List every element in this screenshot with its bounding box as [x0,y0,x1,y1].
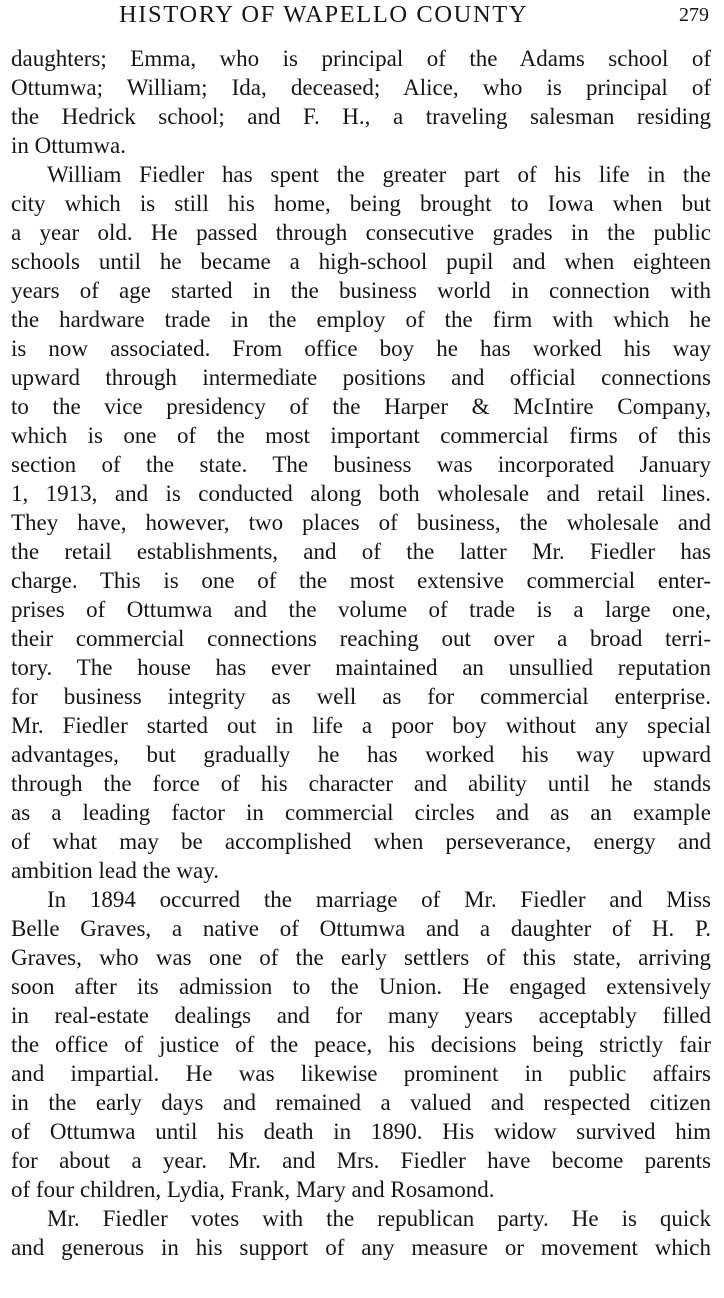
text-line: They have, however, two places of business, the wholesale and [11,510,711,535]
text-line: in the early days and remained a valued and respected citizen [11,1090,711,1115]
text-line: advantages, but gradually he has worked his way upward [11,742,711,767]
text-line: and impartial. He was likewise prominent in public affairs [11,1061,711,1086]
text-line: tory. The house has ever maintained an unsullied reputation [11,655,711,680]
text-line: section of the state. The business was incorporated January [11,452,711,477]
text-line: Ottumwa; William; Ida, deceased; Alice, who is principal of [11,75,711,100]
text-line: In 1894 occurred the marriage of Mr. Fiedler and Miss [47,887,711,912]
text-line: city which is still his home, being brought to Iowa when but [11,191,711,216]
text-line: the hardware trade in the employ of the firm with which he [11,307,711,332]
text-line: prises of Ottumwa and the volume of trade is a large one, [11,597,711,622]
text-line: as a leading factor in commercial circles and as an example [11,800,711,825]
text-line: which is one of the most important commercial firms of this [11,423,711,448]
text-line: a year old. He passed through consecutive grades in the public [11,220,711,245]
text-line: is now associated. From office boy he has worked his way [11,336,711,361]
text-line: the retail establishments, and of the latter Mr. Fiedler has [11,539,711,564]
text-line: William Fiedler has spent the greater part of his life in the [47,162,711,187]
text-line: Mr. Fiedler votes with the republican party. He is quick [47,1206,711,1231]
text-line: and generous in his support of any measure or movement which [11,1235,711,1260]
text-line: daughters; Emma, who is principal of the Adams school of [11,46,711,71]
text-line: the Hedrick school; and F. H., a traveling salesman residing [11,104,711,129]
text-line: of Ottumwa until his death in 1890. His widow survived him [11,1119,711,1144]
text-line: upward through intermediate positions and official connections [11,365,711,390]
text-line: in real-estate dealings and for many years acceptably filled [11,1003,711,1028]
text-line: of what may be accomplished when perseverance, energy and [11,829,711,854]
text-line: of four children, Lydia, Frank, Mary and Rosamond. [11,1177,495,1202]
text-line: through the force of his character and ability until he stands [11,771,711,796]
text-line: schools until he became a high-school pupil and when eighteen [11,249,711,274]
text-line: Graves, who was one of the early settlers of this state, arriving [11,945,711,970]
text-line: Belle Graves, a native of Ottumwa and a daughter of H. P. [11,916,711,941]
text-line: their commercial connections reaching out over a broad terri- [11,626,711,651]
text-line: years of age started in the business world in connection with [11,278,711,303]
text-line: 1, 1913, and is conducted along both wholesale and retail lines. [11,481,711,506]
text-line: charge. This is one of the most extensive commercial enter- [11,568,711,593]
text-line: for business integrity as well as for commercial enterprise. [11,684,711,709]
body-text [11,44,711,1262]
running-head [0,1,724,33]
text-line: ambition lead the way. [11,858,219,883]
text-line: in Ottumwa. [11,133,126,158]
text-line: the office of justice of the peace, his decisions being strictly fair [11,1032,711,1057]
running-title: HISTORY OF WAPELLO COUNTY [119,1,529,28]
text-line: Mr. Fiedler started out in life a poor boy without any special [11,713,711,738]
page-number: 279 [679,4,709,26]
text-line: soon after its admission to the Union. He engaged extensively [11,974,711,999]
text-line: to the vice presidency of the Harper & McIntire Company, [11,394,711,419]
text-line: for about a year. Mr. and Mrs. Fiedler have become parents [11,1148,711,1173]
